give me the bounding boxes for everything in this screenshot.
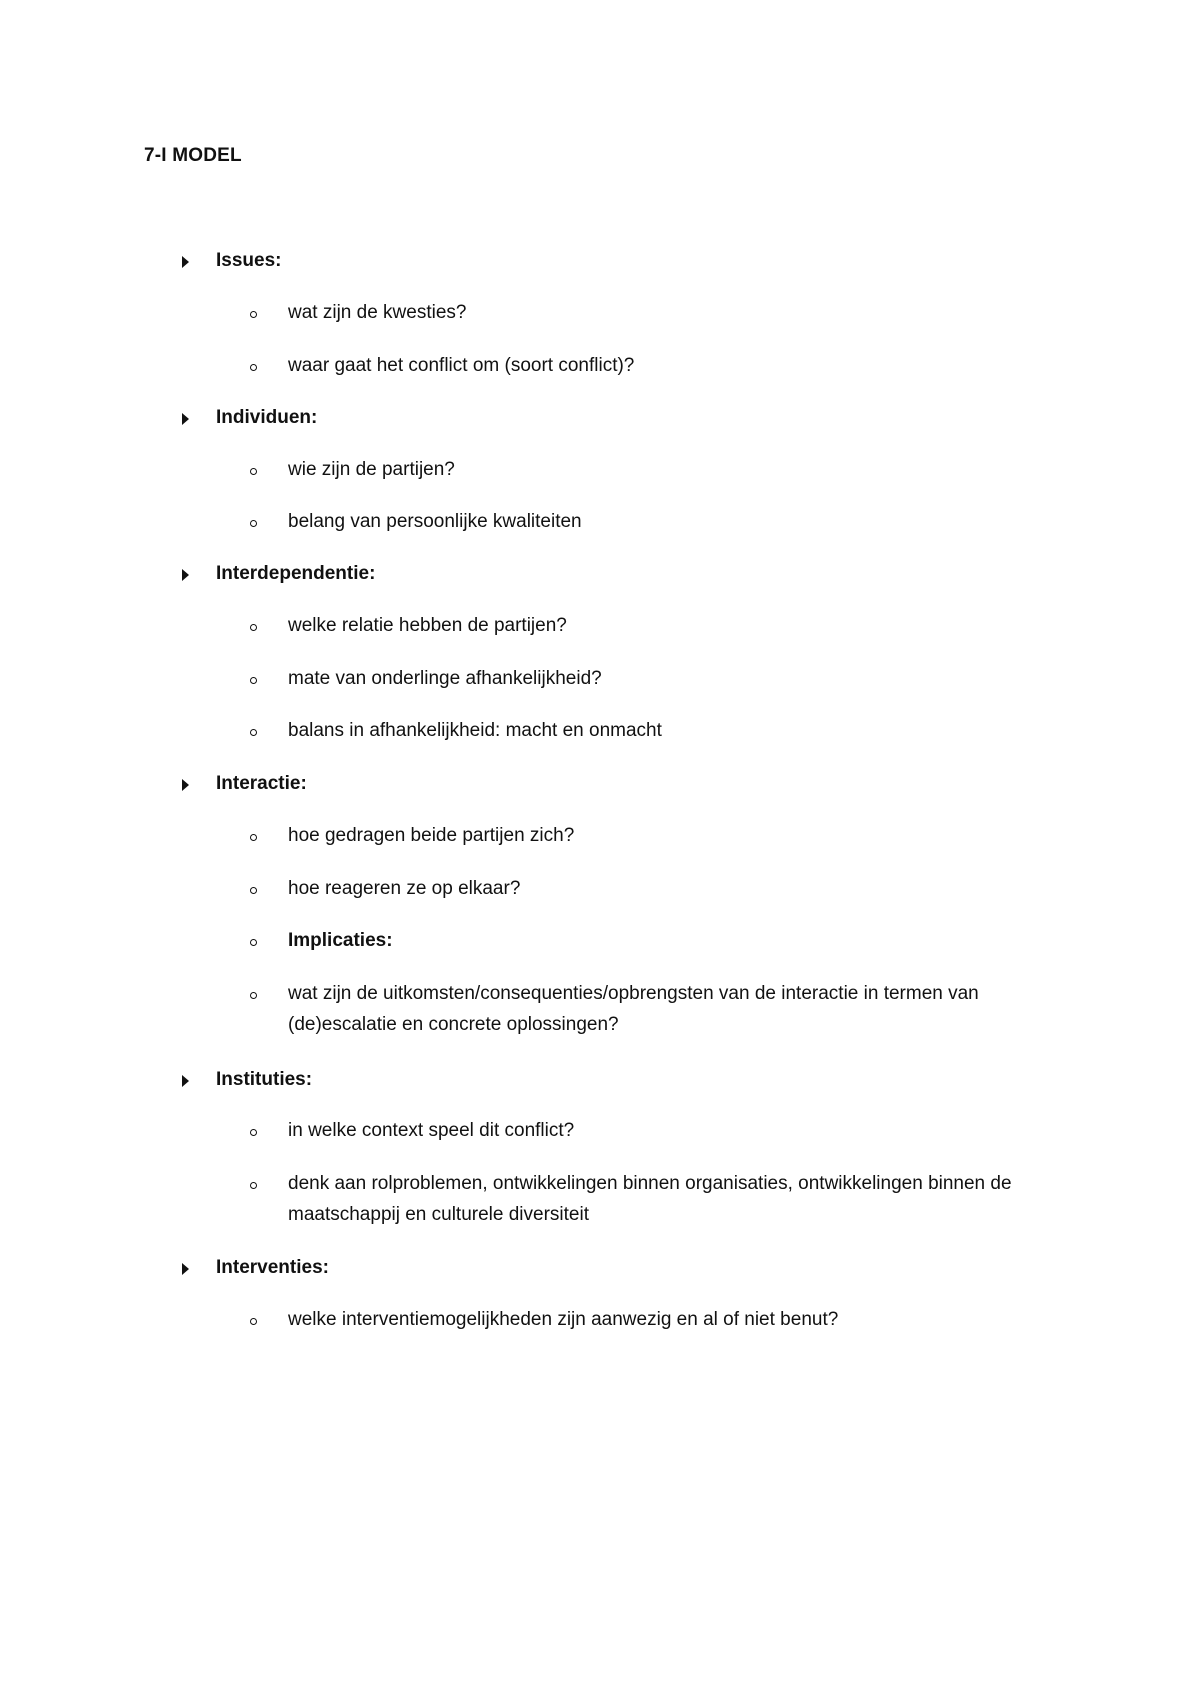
hollow-circle-icon — [250, 364, 257, 371]
section-heading — [0, 407, 1200, 435]
section-heading — [0, 1069, 1200, 1097]
triangle-right-icon — [182, 256, 189, 268]
section-heading — [0, 250, 1200, 278]
list-item-text: wie zijn de partijen? — [288, 459, 455, 480]
section-heading-label: Issues: — [216, 250, 282, 271]
list-item-text: wat zijn de uitkomsten/consequenties/opbrengsten van de interactie in termen van (de)escalatie en concrete oplossingen? — [288, 983, 979, 1035]
hollow-circle-icon — [250, 939, 257, 946]
hollow-circle-icon — [250, 834, 257, 841]
hollow-circle-icon — [250, 729, 257, 736]
hollow-circle-icon — [250, 992, 257, 999]
section-heading — [0, 563, 1200, 591]
list-item-text: Implicaties: — [288, 930, 393, 951]
document-title: 7-I MODEL — [144, 145, 242, 166]
section-heading-label: Individuen: — [216, 407, 318, 428]
section-heading — [0, 1257, 1200, 1285]
hollow-circle-icon — [250, 520, 257, 527]
triangle-right-icon — [182, 779, 189, 791]
hollow-circle-icon — [250, 1182, 257, 1189]
hollow-circle-icon — [250, 1318, 257, 1325]
triangle-right-icon — [182, 413, 189, 425]
list-item-text: denk aan rolproblemen, ontwikkelingen binnen organisaties, ontwikkelingen binnen de maatschappij en culturele diversiteit — [288, 1173, 1012, 1225]
hollow-circle-icon — [250, 311, 257, 318]
section-heading-label: Interactie: — [216, 773, 307, 794]
triangle-right-icon — [182, 569, 189, 581]
hollow-circle-icon — [250, 624, 257, 631]
list-item-text: hoe reageren ze op elkaar? — [288, 878, 521, 899]
section-heading-label: Interdependentie: — [216, 563, 376, 584]
list-item-text: waar gaat het conflict om (soort conflict)? — [288, 355, 635, 376]
list-item-text: balans in afhankelijkheid: macht en onmacht — [288, 720, 662, 741]
list-item-text: welke relatie hebben de partijen? — [288, 615, 567, 636]
list-item-text: mate van onderlinge afhankelijkheid? — [288, 668, 602, 689]
list-item-text: wat zijn de kwesties? — [288, 302, 467, 323]
list-item-text: hoe gedragen beide partijen zich? — [288, 825, 575, 846]
list-item-text: belang van persoonlijke kwaliteiten — [288, 511, 582, 532]
hollow-circle-icon — [250, 887, 257, 894]
hollow-circle-icon — [250, 677, 257, 684]
list-item-text: welke interventiemogelijkheden zijn aanwezig en al of niet benut? — [288, 1309, 839, 1330]
list-item-text: in welke context speel dit conflict? — [288, 1120, 575, 1141]
triangle-right-icon — [182, 1263, 189, 1275]
hollow-circle-icon — [250, 468, 257, 475]
section-heading-label: Instituties: — [216, 1069, 313, 1090]
hollow-circle-icon — [250, 1129, 257, 1136]
section-heading-label: Interventies: — [216, 1257, 329, 1278]
section-heading — [0, 773, 1200, 801]
triangle-right-icon — [182, 1075, 189, 1087]
